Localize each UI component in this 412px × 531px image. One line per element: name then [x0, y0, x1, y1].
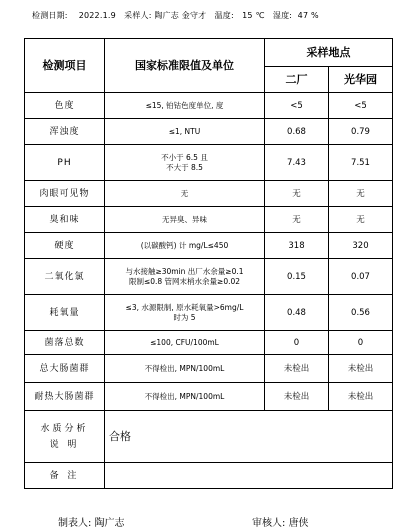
- temperature-label: 温度:: [214, 11, 234, 20]
- row-item-label: 臭和味: [25, 207, 105, 233]
- row-standard: ≤15, 铂钴色度单位, 度: [105, 93, 265, 119]
- row-value-site-2: <5: [329, 93, 393, 119]
- row-standard: 不小于 6.5 且 不大于 8.5: [105, 145, 265, 181]
- table-header-row: [25, 39, 393, 67]
- row-item-label: 硬度: [25, 233, 105, 259]
- table-row: [25, 383, 393, 411]
- date-value: 2022.1.9: [78, 11, 116, 20]
- row-standard: (以碳酸钙) 计 mg/L≤450: [105, 233, 265, 259]
- row-value-site-1: 未检出: [265, 355, 329, 383]
- row-item-label: 肉眼可见物: [25, 181, 105, 207]
- inspection-info-line: [32, 10, 319, 21]
- sampler-label: 采样人:: [124, 11, 152, 20]
- row-value-site-2: 0: [329, 331, 393, 355]
- remarks-value: [105, 463, 393, 489]
- row-value-site-2: 0.56: [329, 295, 393, 331]
- table-body: [25, 93, 393, 411]
- column-header-standard: 国家标准限值及单位: [105, 39, 265, 93]
- remarks-label: 备 注: [25, 463, 105, 489]
- temperature-value: 15 ℃: [242, 11, 265, 20]
- row-standard: 与水接触≥30min 出厂水余量≥0.1 限制≤0.8 管网末梢水余量≥0.02: [105, 259, 265, 295]
- row-value-site-1: 0.15: [265, 259, 329, 295]
- row-standard: 不得检出, MPN/100mL: [105, 383, 265, 411]
- row-value-site-2: 未检出: [329, 355, 393, 383]
- humidity-label: 湿度:: [272, 11, 293, 20]
- row-standard: 不得检出, MPN/100mL: [105, 355, 265, 383]
- table-row: [25, 295, 393, 331]
- row-standard: 无异臭、异味: [105, 207, 265, 233]
- row-value-site-2: 0.79: [329, 119, 393, 145]
- row-standard: ≤1, NTU: [105, 119, 265, 145]
- row-value-site-1: 无: [265, 181, 329, 207]
- row-value-site-2: 320: [329, 233, 393, 259]
- table-row: [25, 233, 393, 259]
- table-row: [25, 207, 393, 233]
- maker-name: 陶广志: [94, 518, 125, 529]
- row-standard: 无: [105, 181, 265, 207]
- row-value-site-1: 7.43: [265, 145, 329, 181]
- table-row: [25, 119, 393, 145]
- table-row: [25, 259, 393, 295]
- site-header-2: 光华园: [329, 67, 393, 93]
- row-value-site-2: 无: [329, 181, 393, 207]
- table-row: [25, 145, 393, 181]
- row-standard: ≤3, 水源限制, 原水耗氧量>6mg/L 时为 5: [105, 295, 265, 331]
- column-header-sites: 采样地点: [265, 39, 393, 67]
- row-value-site-1: 318: [265, 233, 329, 259]
- row-item-label: 菌落总数: [25, 331, 105, 355]
- water-quality-table: [24, 38, 393, 489]
- row-value-site-1: 无: [265, 207, 329, 233]
- humidity-value: 47 %: [297, 11, 319, 20]
- reviewer-name: 唐侠: [288, 518, 309, 529]
- sampler-value: 陶广志 金守才: [154, 11, 207, 20]
- table-maker: [58, 514, 125, 529]
- table-row: [25, 331, 393, 355]
- table-row: [25, 355, 393, 383]
- date-label: 检测日期:: [32, 11, 68, 20]
- row-value-site-1: 0: [265, 331, 329, 355]
- row-item-label: 色度: [25, 93, 105, 119]
- row-value-site-2: 未检出: [329, 383, 393, 411]
- row-value-site-1: 0.48: [265, 295, 329, 331]
- column-header-item: 检测项目: [25, 39, 105, 93]
- row-item-label: PH: [25, 145, 105, 181]
- row-item-label: 二氧化氯: [25, 259, 105, 295]
- row-value-site-1: 0.68: [265, 119, 329, 145]
- analysis-result: 合格: [105, 411, 393, 463]
- row-value-site-2: 0.07: [329, 259, 393, 295]
- row-value-site-2: 7.51: [329, 145, 393, 181]
- row-item-label: 耗氧量: [25, 295, 105, 331]
- row-standard: ≤100, CFU/100mL: [105, 331, 265, 355]
- row-item-label: 耐热大肠菌群: [25, 383, 105, 411]
- table-row: [25, 93, 393, 119]
- row-value-site-1: 未检出: [265, 383, 329, 411]
- row-item-label: 总大肠菌群: [25, 355, 105, 383]
- row-item-label: 浑浊度: [25, 119, 105, 145]
- analysis-row: [25, 411, 393, 463]
- reviewer-label: 审核人:: [252, 518, 286, 529]
- table-row: [25, 181, 393, 207]
- reviewer: [252, 514, 309, 529]
- site-header-1: 二厂: [265, 67, 329, 93]
- row-value-site-1: <5: [265, 93, 329, 119]
- row-value-site-2: 无: [329, 207, 393, 233]
- analysis-label: 水质分析 说 明: [25, 411, 105, 463]
- remarks-row: [25, 463, 393, 489]
- maker-label: 制表人:: [58, 518, 92, 529]
